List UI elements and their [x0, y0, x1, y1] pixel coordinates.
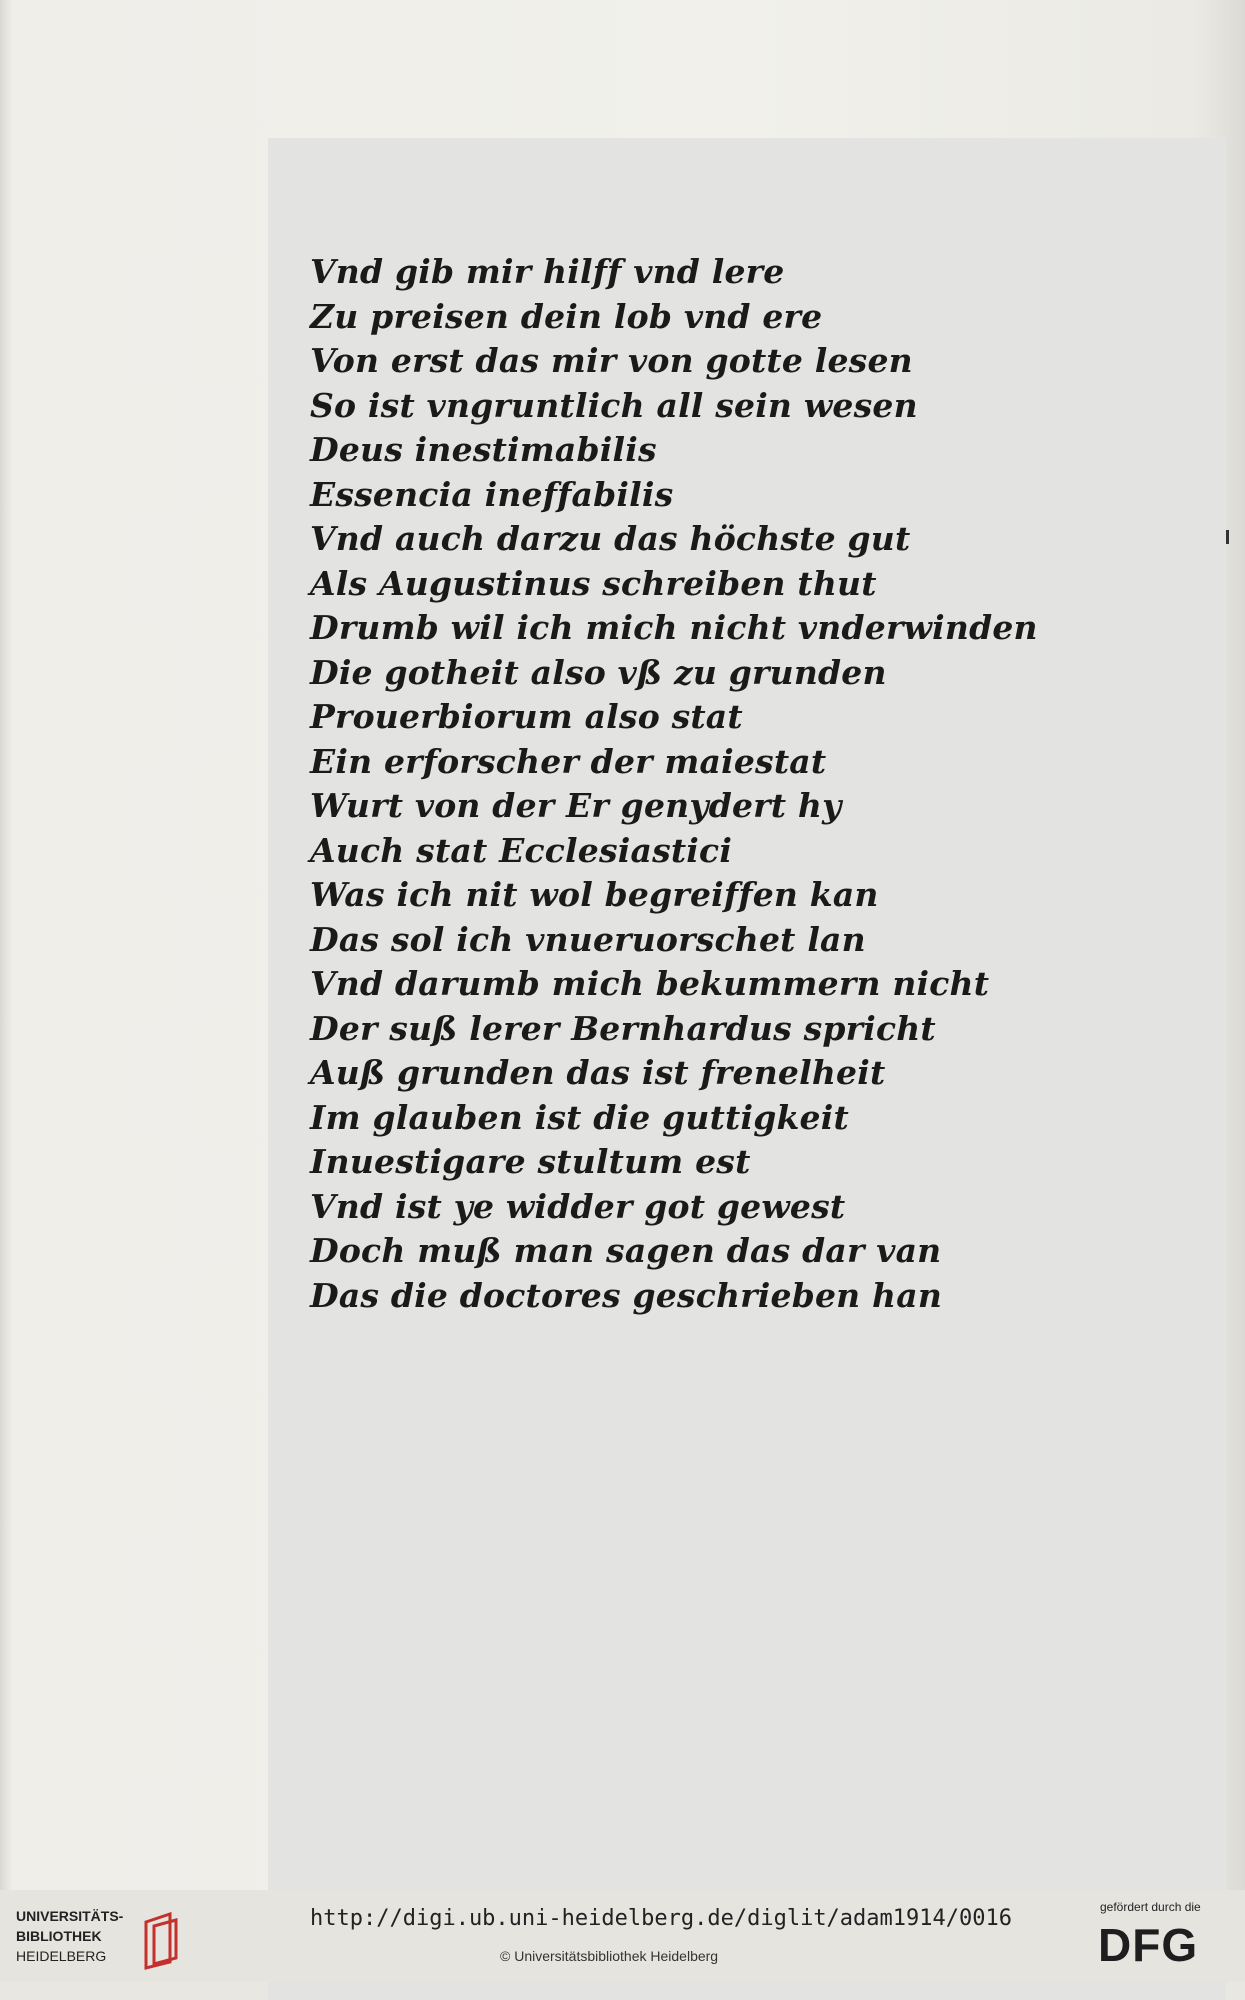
verse-line: Wurt von der Er genydert hy [310, 786, 842, 825]
logo-line-3: HEIDELBERG [16, 1948, 107, 1964]
funder-caption: gefördert durch die [1100, 1900, 1201, 1914]
verse-line: Was ich nit wol begreiffen kan [310, 875, 879, 914]
ub-logo-icon [140, 1912, 182, 1970]
verse-line: Zu preisen dein lob vnd ere [310, 296, 823, 336]
verse-line: Prouerbiorum also stat [310, 697, 743, 736]
permalink-url[interactable]: http://digi.ub.uni-heidelberg.de/diglit/adam1914/0016 [310, 1906, 1012, 1931]
verse-line: Das die doctores geschrieben han [310, 1275, 943, 1315]
verse-line: Das sol ich vnueruorschet lan [310, 919, 866, 959]
verse-line: So ist vngruntlich all sein wesen [310, 385, 918, 425]
verse-line: Drumb wil ich mich nicht vnderwinden [310, 608, 1038, 647]
verse-line: Als Augustinus schreiben thut [310, 563, 877, 603]
ub-heidelberg-logo[interactable] [16, 1904, 176, 1968]
verse-line: Auch stat Ecclesiastici [310, 830, 733, 870]
verse-line: Im glauben ist die guttigkeit [310, 1097, 849, 1137]
verse-line: Von erst das mir von gotte lesen [310, 341, 913, 380]
verse-line: Der suß lerer Bernhardus spricht [310, 1008, 936, 1048]
verse-line: Vnd darumb mich bekummern nicht [310, 964, 990, 1003]
verse-text-block [310, 250, 1038, 1318]
verse-line: Vnd gib mir hilff vnd lere [310, 252, 785, 291]
verse-line: Die gotheit also vß zu grunden [310, 652, 887, 692]
verse-line: Ein erforscher der maiestat [310, 741, 827, 781]
verse-line: Vnd auch darzu das höchste gut [310, 519, 911, 558]
logo-line-1: UNIVERSITÄTS- [16, 1908, 124, 1924]
verse-line: Deus inestimabilis [310, 430, 657, 469]
funder-logo-text: DFG [1098, 1919, 1199, 1971]
verse-line: Inuestigare stultum est [310, 1142, 751, 1181]
dfg-logo[interactable] [1096, 1898, 1236, 1978]
margin-mark [1226, 530, 1229, 544]
verse-line: Essencia ineffabilis [310, 474, 674, 514]
verse-line: Doch muß man sagen das dar van [310, 1231, 942, 1270]
verse-line: Vnd ist ye widder got gewest [310, 1186, 846, 1226]
logo-line-2: BIBLIOTHEK [16, 1928, 102, 1944]
verse-line: Auß grunden das ist frenelheit [310, 1053, 886, 1092]
copyright-notice: © Universitätsbibliothek Heidelberg [500, 1948, 719, 1964]
viewer-footer [0, 1890, 1245, 1982]
